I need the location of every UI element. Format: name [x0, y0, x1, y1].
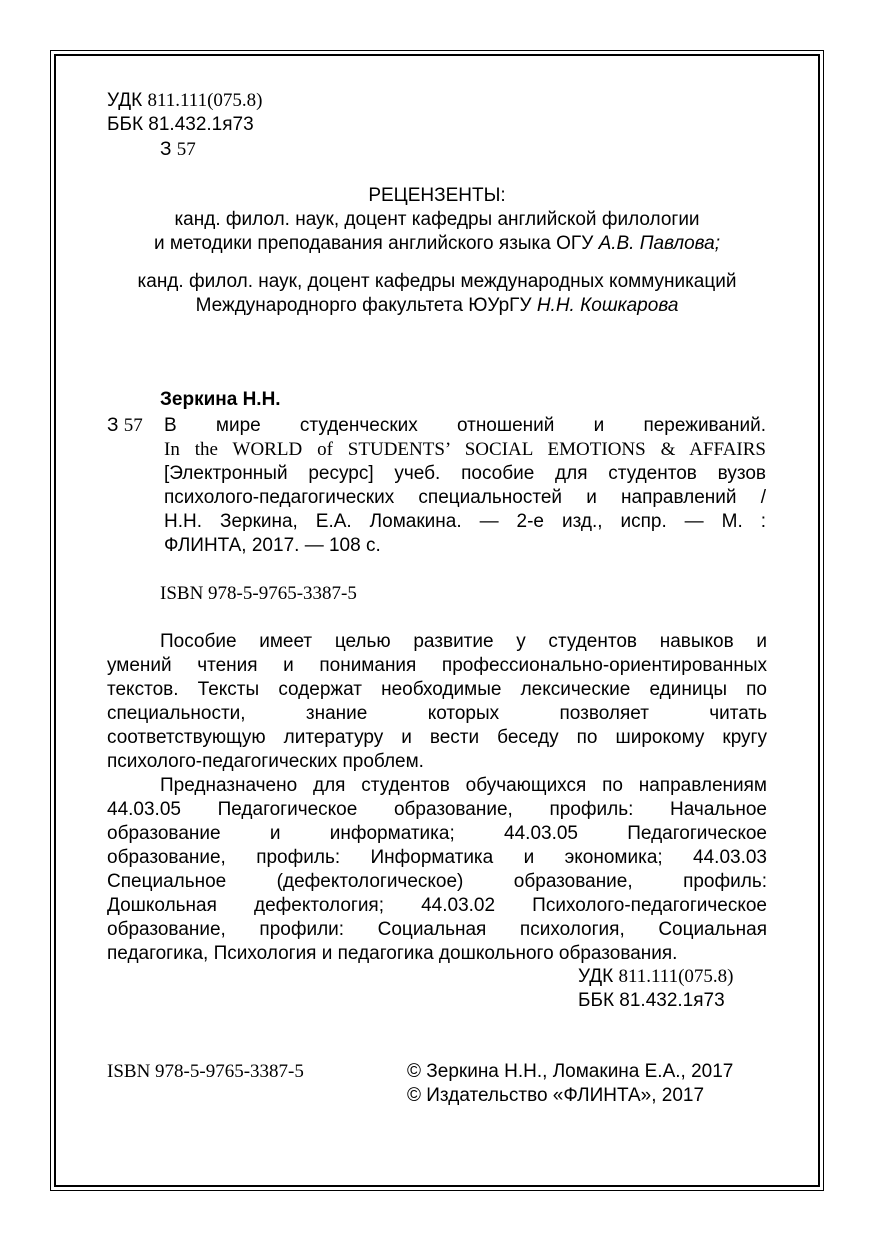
reviewer-2-line-1: канд. филол. наук, доцент кафедры международных коммуникаций [137, 271, 737, 292]
reviewer-1-name: А.В. Павлова; [598, 233, 720, 254]
annotation-p2-line: Специальное (дефектологическое) образование, профиль: [107, 871, 767, 892]
bbk-code-header: ББК 81.432.1я73 [107, 114, 254, 135]
annotation-p1-line: умений чтения и понимания профессионально-ориентированных [107, 655, 767, 676]
reviewer-2-name: Н.Н. Кошкарова [536, 295, 679, 316]
bib-isbn: ISBN 978-5-9765-3387-5 [160, 583, 357, 604]
bib-line: психолого-педагогических специальностей и направлений / [164, 487, 766, 508]
imprint-isbn: ISBN 978-5-9765-3387-5 [107, 1061, 304, 1082]
annotation-p2-line: образование, профили: Социальная психология, Социальная [107, 919, 767, 940]
annotation-p1-line: Пособие имеет целью развитие у студентов навыков и [160, 631, 767, 652]
bib-line-english-title: In the WORLD of STUDENTS’ SOCIAL EMOTIONS & AFFAIRS [164, 439, 766, 460]
reviewers-title: РЕЦЕНЗЕНТЫ: [368, 185, 506, 206]
bib-line: В мире студенческих отношений и переживаний. [164, 415, 766, 436]
annotation-p2-line: образование и информатика; 44.03.05 Педагогическое [107, 823, 767, 844]
copyright-authors: © Зеркина Н.Н., Ломакина Е.А., 2017 [407, 1061, 734, 1082]
bib-author: Зеркина Н.Н. [160, 389, 281, 410]
annotation-p2-line: Предназначено для студентов обучающихся по направлениям [160, 775, 767, 796]
bib-line: Н.Н. Зеркина, Е.А. Ломакина. — 2-е изд., испр. — М. : [164, 511, 766, 532]
annotation-p2-line: педагогика, Психология и педагогика дошкольного образования. [107, 943, 678, 964]
reviewer-1-line-2: и методики преподавания английского языка ОГУ А.В. Павлова; [154, 233, 720, 254]
annotation-p1-line: специальности, знание которых позволяет читать [107, 703, 767, 724]
udk-code-footer: УДК 811.111(075.8) [578, 966, 734, 987]
copyright-publisher: © Издательство «ФЛИНТА», 2017 [407, 1085, 705, 1106]
reviewer-1-line-1: канд. филол. наук, доцент кафедры английской филологии [174, 209, 700, 230]
annotation-p1-line: текстов. Тексты содержат необходимые лексические единицы по [107, 679, 767, 700]
annotation-p2-line: Дошкольная дефектология; 44.03.02 Психолого-педагогическое [107, 895, 767, 916]
annotation [107, 630, 767, 966]
author-mark-header: З 57 [160, 139, 196, 160]
bib-line: ФЛИНТА, 2017. — 108 с. [164, 535, 381, 556]
bbk-code-footer: ББК 81.432.1я73 [578, 990, 725, 1011]
udk-code-header: УДК 811.111(075.8) [107, 90, 263, 111]
reviewer-2-line-2: Международнорго факультета ЮУрГУ Н.Н. Кошкарова [195, 295, 679, 316]
annotation-p1-line: соответствующую литературу и вести беседу по широкому кругу [107, 727, 767, 748]
annotation-p2-line: образование, профиль: Информатика и экономика; 44.03.03 [107, 847, 767, 868]
annotation-p2-line: 44.03.05 Педагогическое образование, профиль: Начальное [107, 799, 767, 820]
annotation-p1-line: психолого-педагогических проблем. [107, 751, 424, 772]
bib-line: [Электронный ресурс] учеб. пособие для студентов вузов [164, 463, 766, 484]
bib-author-mark: З 57 [107, 415, 143, 436]
bib-description [164, 414, 766, 558]
